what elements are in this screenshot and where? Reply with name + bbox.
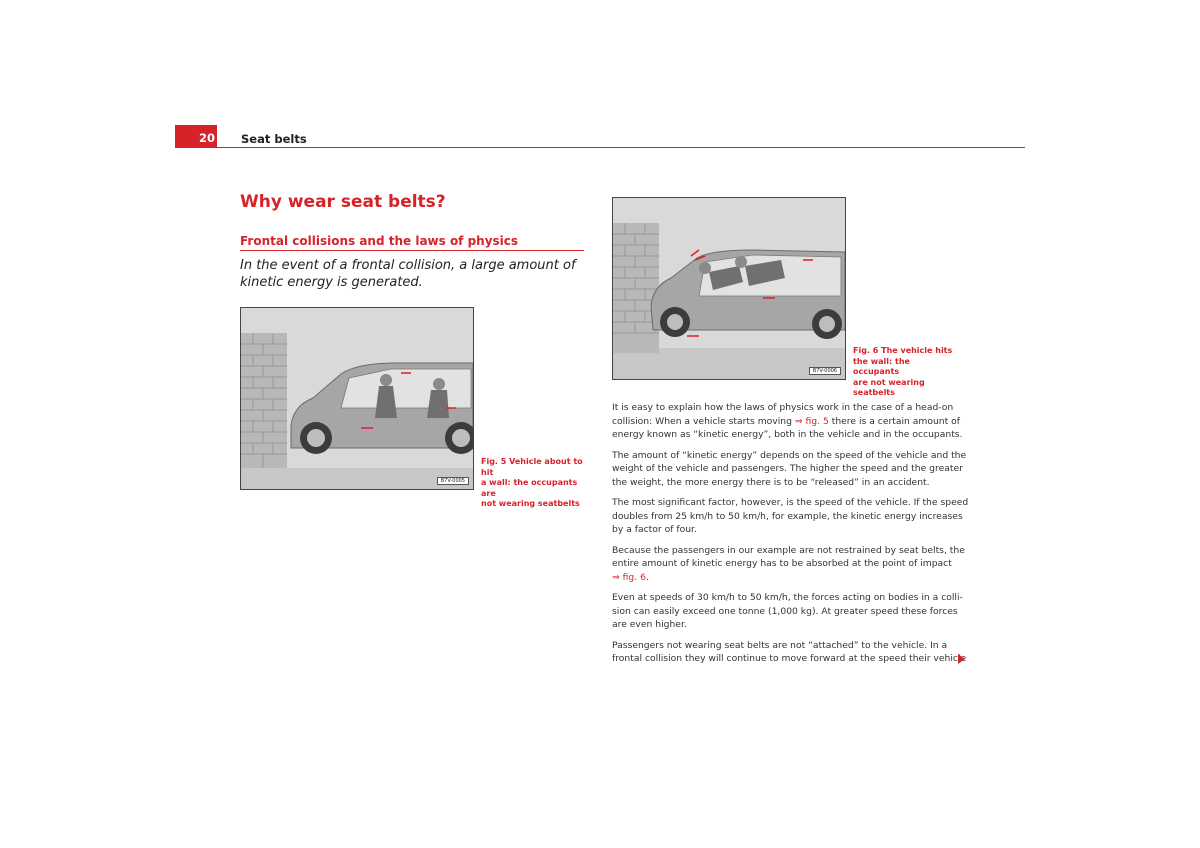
body-text [612, 401, 969, 673]
text-line: are even higher. [612, 619, 687, 630]
text-line: . [645, 571, 649, 583]
figure-5-caption-line: Fig. 5 Vehicle about to hit [481, 457, 583, 477]
text-line: frontal collision they will continue to move forward at the speed their vehicle [612, 653, 967, 664]
figure-6-illustration [612, 197, 846, 380]
text-line: Even at speeds of 30 km/h to 50 km/h, the forces acting on bodies in a colli- [612, 592, 963, 603]
figure-5-caption-line: a wall: the occupants are [481, 478, 578, 498]
sub-heading: Frontal collisions and the laws of physics [240, 234, 519, 248]
text-line: by a factor of four. [612, 524, 697, 535]
figure-6-caption-line: the wall: the occupants [853, 356, 910, 376]
text-line: It is easy to explain how the laws of physics work in the case of a head-on [612, 402, 954, 413]
figure-6-caption [853, 346, 957, 399]
sub-heading-rule [240, 250, 584, 251]
text-line: Passengers not wearing seat belts are not “attached” to the vehicle. In a [612, 639, 948, 651]
figure-5-code: B7V-0005 [437, 477, 469, 485]
intro-text: In the event of a frontal collision, a large amount of kinetic energy is generated. [240, 258, 576, 290]
text-line: entire amount of kinetic energy has to be absorbed at the point of impact [612, 558, 952, 569]
text-line: there is a certain amount of [828, 415, 961, 427]
figure-5-illustration [240, 307, 474, 490]
text-line: weight of the vehicle and passengers. The higher the speed and the greater [612, 463, 963, 474]
paragraph [612, 449, 967, 490]
figure-6-code: B7V-0006 [809, 367, 841, 375]
text-line: collision: When a vehicle starts moving [612, 415, 795, 427]
paragraph [612, 401, 962, 442]
car-hitting-wall-illustration [613, 198, 845, 379]
text-line: doubles from 25 km/h to 50 km/h, for example, the kinetic energy increases [612, 510, 963, 522]
text-line: The most significant factor, however, is the speed of the vehicle. If the speed [612, 497, 969, 508]
text-line: energy known as “kinetic energy”, both in the vehicle and in the occupants. [612, 429, 963, 440]
car-approaching-wall-illustration [241, 308, 473, 489]
header-rule [175, 147, 1025, 148]
section-title: Seat belts [241, 132, 307, 146]
figure-5-caption-line: not wearing seatbelts [481, 499, 580, 508]
figure-6-caption-line: Fig. 6 The vehicle hits [853, 346, 953, 355]
paragraph [612, 496, 969, 537]
text-line: the weight, the more energy there is to be “released” in an accident. [612, 476, 930, 488]
continue-arrow-icon [958, 654, 965, 664]
fig-6-reference-link[interactable]: ⇒ fig. 6 [612, 571, 646, 583]
paragraph [612, 639, 967, 666]
paragraph [612, 544, 965, 585]
figure-6-caption-line: are not wearing seatbelts [853, 377, 925, 397]
paragraph [612, 591, 962, 632]
fig-5-reference-link[interactable]: ⇒ fig. 5 [794, 415, 829, 427]
text-line: The amount of “kinetic energy” depends on the speed of the vehicle and the [612, 449, 967, 461]
figure-5-caption [481, 457, 585, 510]
main-heading: Why wear seat belts? [240, 192, 446, 212]
page-number: 20 [198, 131, 215, 145]
text-line: sion can easily exceed one tonne (1,000 kg). At greater speed these forces [612, 605, 958, 617]
text-line: Because the passengers in our example are not restrained by seat belts, the [612, 544, 965, 556]
